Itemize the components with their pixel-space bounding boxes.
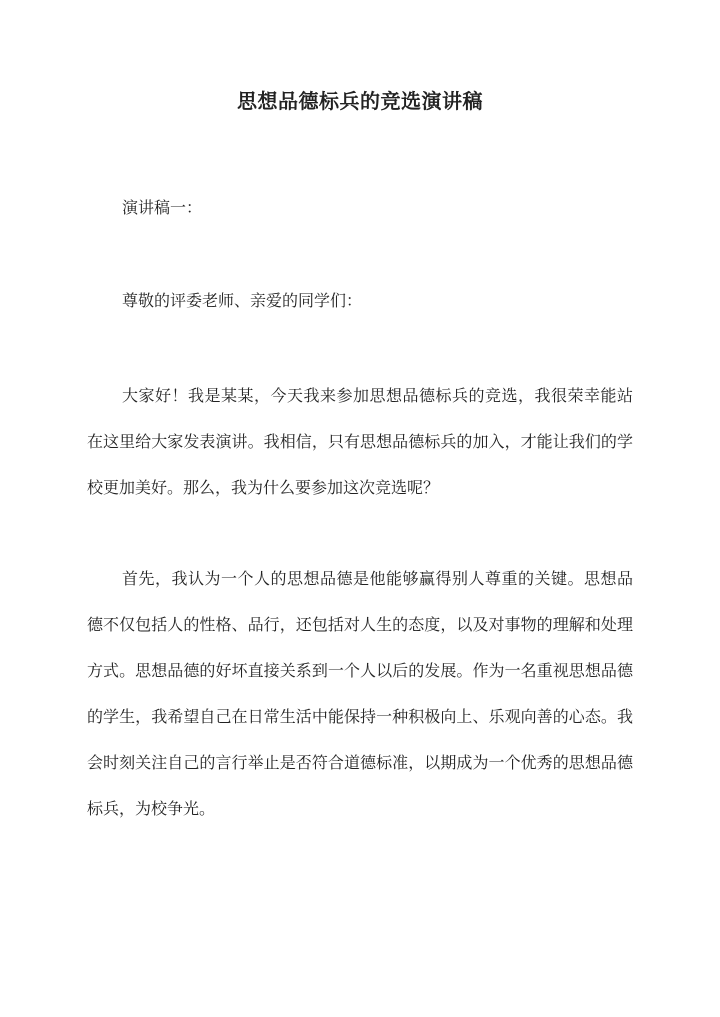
paragraph-first-point: 首先，我认为一个人的思想品德是他能够赢得别人尊重的关键。思想品德不仅包括人的性格、品行，还包括对人生的态度，以及对事物的理解和处理方式。思想品德的好坏直接关系到一个人以后的发展。作为一名重视思想品德的学生，我希望自己在日常生活中能保持一种积极向上、乐观向善的心态。我会时刻关注自己的言行举止是否符合道德标准，以期成为一个优秀的思想品德标兵，为校争光。 [87, 569, 633, 818]
document-title: 思想品德标兵的竞选演讲稿 [237, 89, 483, 113]
section-label: 演讲稿一： [122, 198, 203, 217]
paragraph-intro: 大家好！我是某某，今天我来参加思想品德标兵的竞选，我很荣幸能站在这里给大家发表演讲。我相信，只有思想品德标兵的加入，才能让我们的学校更加美好。那么，我为什么要参加这次竞选呢？ [87, 386, 633, 497]
greeting-line: 尊敬的评委老师、亲爱的同学们： [122, 291, 363, 310]
